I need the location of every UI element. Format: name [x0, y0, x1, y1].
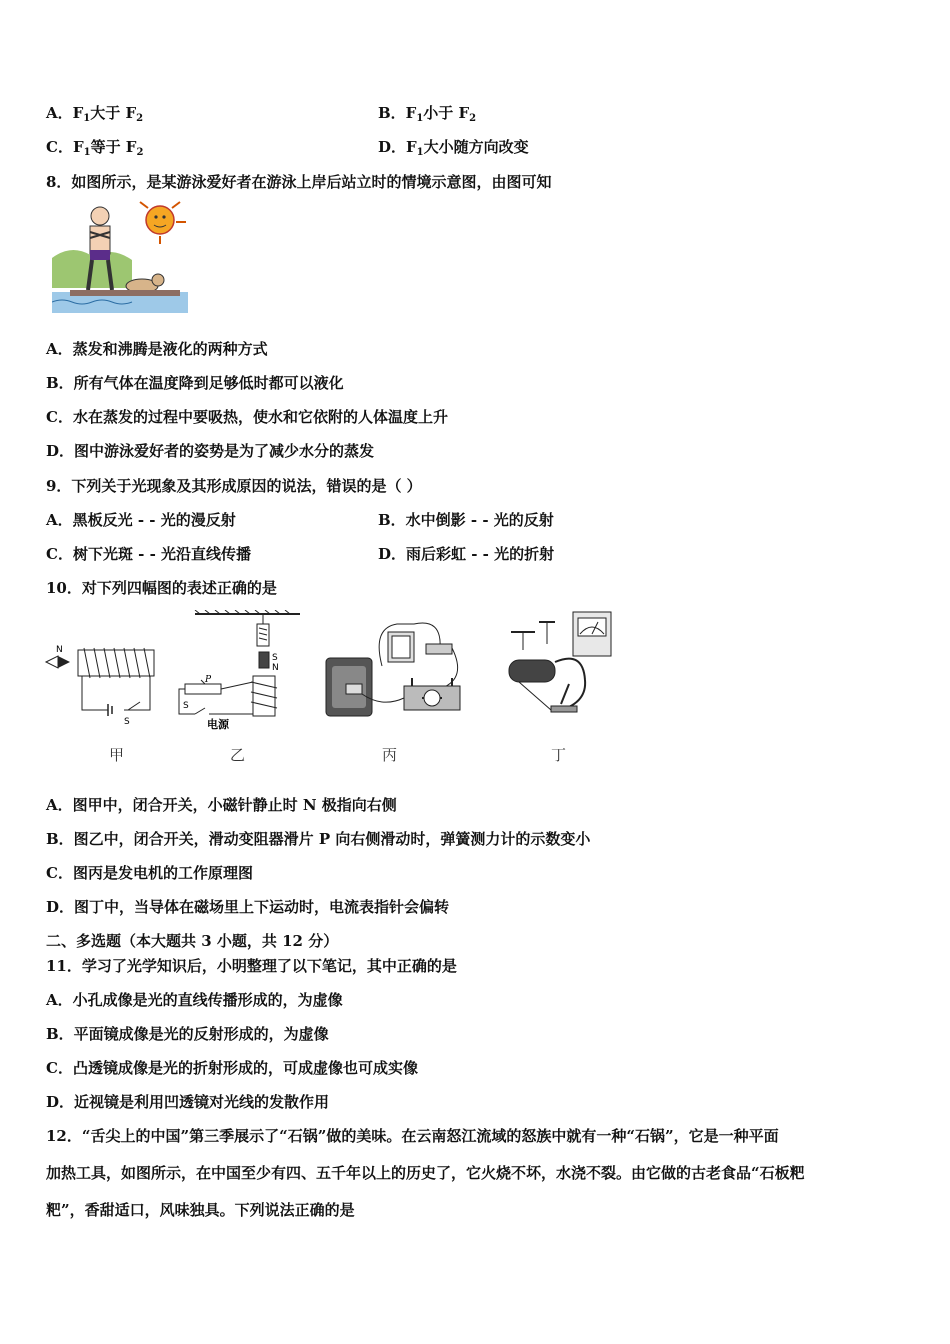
q7-option-d: D．$F_1$大小随方向改变 — [378, 138, 529, 158]
q7-option-b: B．$F_1$小于 $F_2$ — [378, 104, 477, 124]
q7-option-c: C．$F_1$等于 $F_2$ — [46, 138, 144, 158]
q11-option-a: A．小孔成像是光的直线传播形成的，为虚像 — [46, 991, 343, 1009]
q11-option-b: B．平面镜成像是光的反射形成的，为虚像 — [46, 1025, 329, 1043]
q9-option-c: C．树下光斑 - - 光沿直线传播 — [46, 545, 252, 563]
caption-jia: 甲 — [109, 746, 125, 764]
sun-icon — [146, 206, 174, 234]
caption-ding: 丁 — [551, 746, 567, 764]
q8-option-a: A．蒸发和沸腾是液化的两种方式 — [46, 340, 268, 358]
svg-text:电源: 电源 — [207, 718, 229, 730]
svg-text:P: P — [205, 675, 212, 685]
svg-text:N: N — [272, 663, 279, 673]
q7-option-a: A．$F_1$大于 $F_2$ — [46, 104, 144, 124]
q8-option-d: D．图中游泳爱好者的姿势是为了减少水分的蒸发 — [46, 442, 375, 460]
figure-yi — [175, 610, 305, 730]
figure-ding — [505, 610, 615, 720]
svg-text:N: N — [56, 645, 63, 655]
q12-line-1: 12．“舌尖上的中国”第三季展示了“石锅”做的美味。在云南怒江流域的怒族中就有一种“石锅”，它是一种平面 — [46, 1127, 779, 1145]
section-title: 二、多选题（本大题共 3 小题，共 12 分） — [46, 932, 339, 950]
q10-option-c: C．图丙是发电机的工作原理图 — [46, 864, 253, 882]
q10-option-d: D．图丁中，当导体在磁场里上下运动时，电流表指针会偏转 — [46, 898, 450, 916]
q10-option-a: A．图甲中，闭合开关，小磁针静止时 N 极指向右侧 — [46, 796, 397, 814]
q8-option-b: B．所有气体在温度降到足够低时都可以液化 — [46, 374, 344, 392]
q10-option-b: B．图乙中，闭合开关，滑动变阻器滑片 P 向右侧滑动时，弹簧测力计的示数变小 — [46, 830, 591, 848]
q11-stem: 11．学习了光学知识后，小明整理了以下笔记，其中正确的是 — [46, 957, 457, 975]
q8-option-c: C．水在蒸发的过程中要吸热，使水和它依附的人体温度上升 — [46, 408, 448, 426]
q12-line-2: 加热工具，如图所示，在中国至少有四、五千年以上的历史了，它火烧不坏，水浇不裂。由它做的古老食品“石板粑 — [46, 1164, 805, 1182]
svg-text:S: S — [183, 701, 189, 711]
q12-line-3: 粑”，香甜适口，风味独具。下列说法正确的是 — [46, 1201, 355, 1219]
q8-stem: 8．如图所示，是某游泳爱好者在游泳上岸后站立时的情境示意图，由图可知 — [46, 173, 552, 191]
q9-option-d: D．雨后彩虹 - - 光的折射 — [378, 545, 555, 563]
figure-bing — [322, 608, 472, 723]
q9-option-a: A．黑板反光 - - 光的漫反射 — [46, 511, 236, 529]
q10-stem: 10．对下列四幅图的表述正确的是 — [46, 579, 277, 597]
figure-jia — [44, 640, 164, 725]
swimmer-figure — [52, 198, 188, 313]
svg-text:S: S — [272, 653, 278, 663]
q11-option-c: C．凸透镜成像是光的折射形成的，可成虚像也可成实像 — [46, 1059, 418, 1077]
q11-option-d: D．近视镜是利用凹透镜对光线的发散作用 — [46, 1093, 330, 1111]
caption-yi: 乙 — [230, 746, 246, 764]
q9-option-b: B．水中倒影 - - 光的反射 — [378, 511, 554, 529]
caption-bing: 丙 — [382, 746, 398, 764]
svg-text:S: S — [124, 717, 130, 725]
q9-stem: 9．下列关于光现象及其形成原因的说法，错误的是（ ） — [46, 477, 422, 495]
